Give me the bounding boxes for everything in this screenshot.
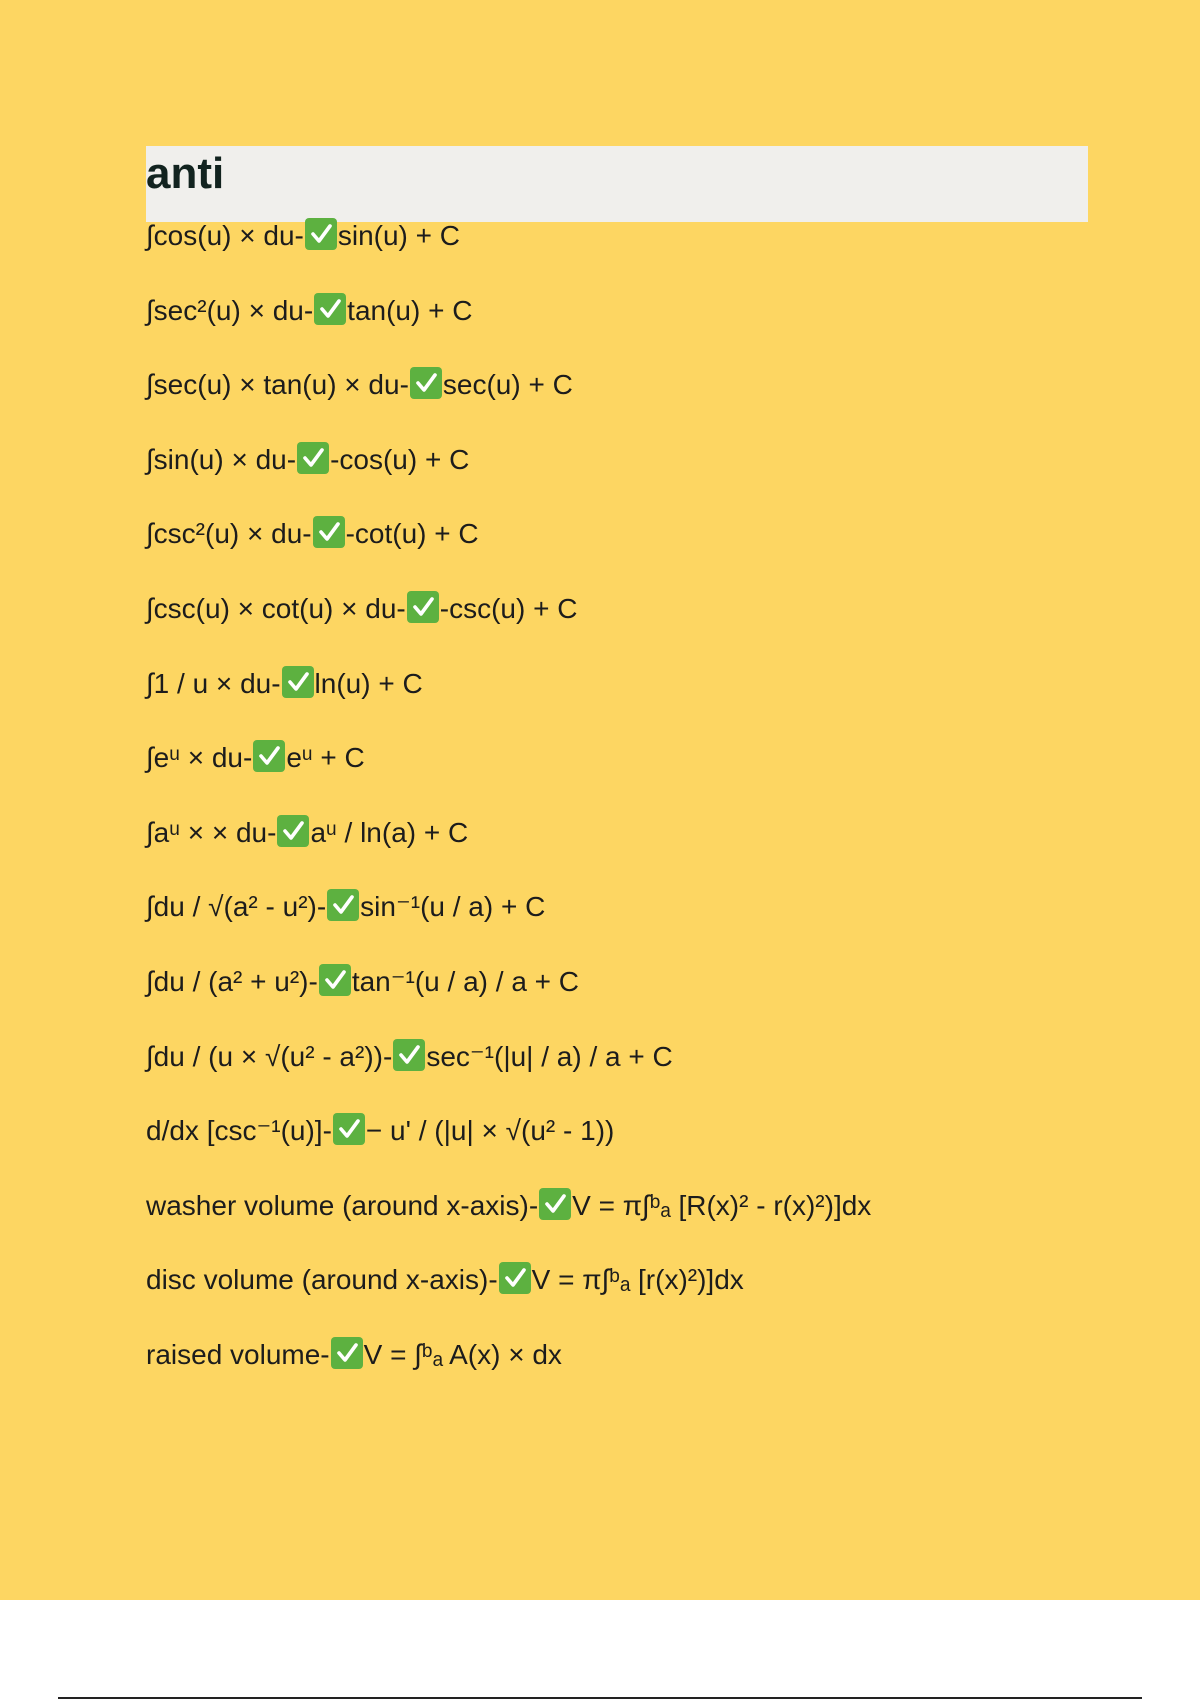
list-item bbox=[146, 1331, 1146, 1406]
list-item bbox=[146, 585, 1146, 660]
list-item bbox=[146, 1107, 1146, 1182]
item-answer: ln(u) + C bbox=[314, 667, 423, 699]
check-mark-button-icon bbox=[313, 516, 345, 548]
check-mark-button-icon bbox=[314, 293, 346, 325]
footer-divider bbox=[58, 1697, 1142, 1699]
check-mark-button-icon bbox=[327, 889, 359, 921]
item-question: washer volume (around x-axis)- bbox=[146, 1189, 539, 1221]
check-mark-button-icon bbox=[393, 1039, 425, 1071]
item-answer: V = ∫ᵇₐ A(x) × dx bbox=[363, 1338, 562, 1370]
item-answer: V = π∫ᵇₐ [R(x)² - r(x)²)]dx bbox=[572, 1189, 872, 1221]
item-question: ∫sec²(u) × du- bbox=[146, 294, 314, 326]
item-answer: sec⁻¹(|u| / a) / a + C bbox=[426, 1040, 673, 1072]
list-item bbox=[146, 1182, 1146, 1257]
list-item bbox=[146, 958, 1146, 1033]
item-answer: -cos(u) + C bbox=[330, 443, 470, 475]
list-item bbox=[146, 510, 1146, 585]
check-mark-button-icon bbox=[305, 218, 337, 250]
item-answer: − u' / (|u| × √(u² - 1)) bbox=[365, 1115, 615, 1147]
check-mark-button-icon bbox=[333, 1113, 365, 1145]
item-question: ∫du / √(a² - u²)- bbox=[146, 891, 327, 923]
item-question: ∫cos(u) × du- bbox=[146, 220, 304, 251]
item-answer: aᵘ / ln(a) + C bbox=[310, 816, 469, 848]
item-question: ∫du / (a² + u²)- bbox=[146, 965, 318, 997]
check-mark-button-icon bbox=[331, 1337, 363, 1369]
heading-bar bbox=[146, 146, 1088, 222]
check-mark-button-icon bbox=[277, 815, 309, 847]
list-item bbox=[146, 883, 1146, 958]
item-question: ∫1 / u × du- bbox=[146, 667, 281, 699]
list-item bbox=[146, 436, 1146, 511]
item-question: ∫eᵘ × du- bbox=[146, 742, 253, 774]
list-item bbox=[146, 734, 1146, 809]
list-item bbox=[146, 809, 1146, 884]
check-mark-button-icon bbox=[410, 367, 442, 399]
item-question: raised volume- bbox=[146, 1338, 330, 1370]
check-mark-button-icon bbox=[539, 1188, 571, 1220]
check-mark-button-icon bbox=[319, 964, 351, 996]
item-answer: tan⁻¹(u / a) / a + C bbox=[351, 965, 580, 997]
list-item bbox=[146, 1033, 1146, 1108]
item-question: ∫sin(u) × du- bbox=[146, 443, 297, 475]
list-item bbox=[146, 287, 1146, 362]
item-answer: sin(u) + C bbox=[337, 220, 460, 251]
item-question: ∫csc²(u) × du- bbox=[146, 518, 312, 550]
page-title: anti bbox=[146, 149, 225, 198]
item-answer: -csc(u) + C bbox=[439, 592, 578, 624]
flashcard-list bbox=[146, 212, 1146, 1406]
list-item bbox=[146, 660, 1146, 735]
item-answer: eᵘ + C bbox=[286, 742, 365, 774]
list-item bbox=[146, 212, 1146, 287]
item-answer: tan(u) + C bbox=[347, 294, 473, 326]
check-mark-button-icon bbox=[297, 442, 329, 474]
item-answer: -cot(u) + C bbox=[345, 518, 479, 550]
list-item bbox=[146, 361, 1146, 436]
item-question: disc volume (around x-axis)- bbox=[146, 1264, 498, 1296]
item-question: ∫du / (u × √(u² - a²))- bbox=[146, 1040, 393, 1072]
check-mark-button-icon bbox=[282, 666, 314, 698]
item-question: d/dx [csc⁻¹(u)]- bbox=[146, 1115, 332, 1147]
item-question: ∫sec(u) × tan(u) × du- bbox=[146, 369, 409, 401]
item-answer: sin⁻¹(u / a) + C bbox=[360, 891, 546, 923]
check-mark-button-icon bbox=[253, 740, 285, 772]
item-answer: V = π∫ᵇₐ [r(x)²)]dx bbox=[531, 1264, 744, 1296]
item-question: ∫csc(u) × cot(u) × du- bbox=[146, 592, 406, 624]
item-question: ∫aᵘ × × du- bbox=[146, 816, 277, 848]
check-mark-button-icon bbox=[407, 591, 439, 623]
check-mark-button-icon bbox=[499, 1262, 531, 1294]
item-answer: sec(u) + C bbox=[442, 369, 573, 401]
list-item bbox=[146, 1256, 1146, 1331]
